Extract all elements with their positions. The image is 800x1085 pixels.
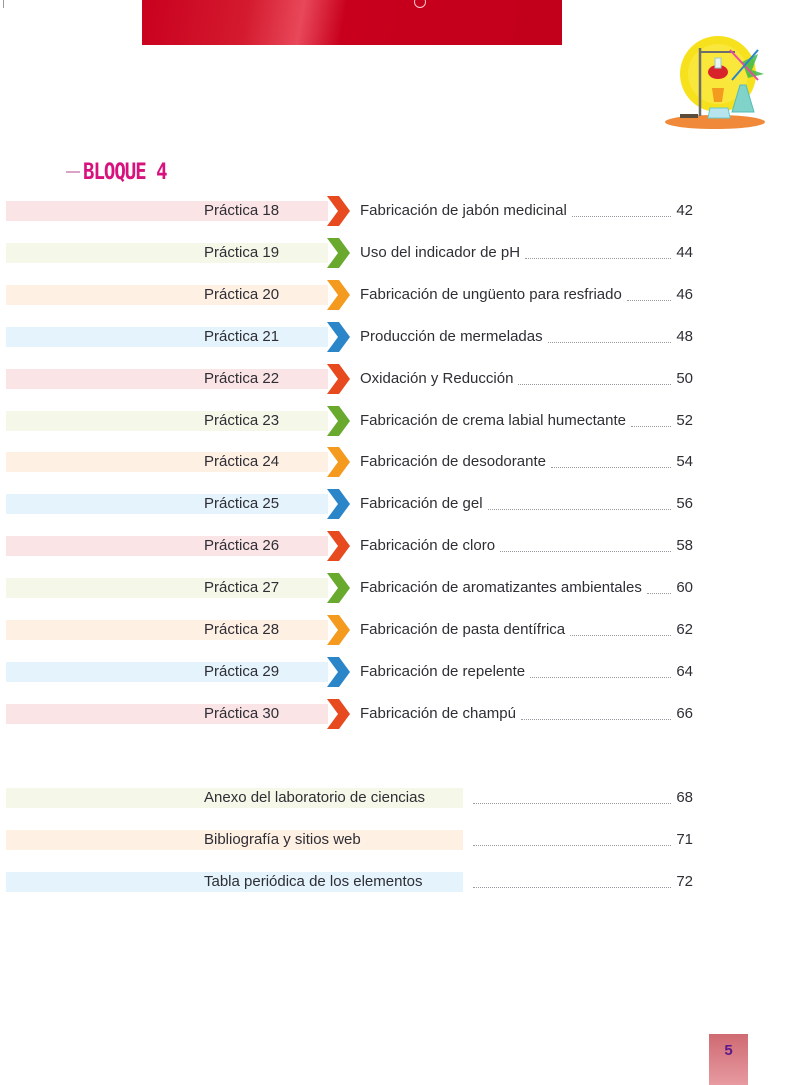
dot-leader (500, 540, 671, 552)
toc-annex-row (0, 872, 700, 914)
toc-row-band (6, 494, 328, 514)
annex-title[interactable]: Anexo del laboratorio de ciencias (204, 789, 425, 806)
toc-entry[interactable] (360, 662, 693, 682)
practice-title: Fabricación de gel (360, 495, 483, 513)
toc-annex-row (0, 788, 700, 830)
toc-row (0, 662, 700, 704)
dot-leader (631, 415, 671, 427)
toc-row-band (6, 704, 328, 724)
practice-title: Fabricación de cloro (360, 537, 496, 555)
toc-entry[interactable] (360, 620, 693, 640)
practice-label: Práctica 30 (204, 704, 280, 722)
toc-entry[interactable] (360, 243, 693, 263)
practice-page: 50 (676, 369, 693, 387)
toc-row-band (6, 327, 328, 347)
toc-row-band (6, 201, 328, 221)
chevron-right-icon (326, 615, 350, 645)
annex-title[interactable]: Bibliografía y sitios web (204, 830, 361, 848)
toc-annex-entry[interactable] (468, 872, 693, 892)
practice-title: Fabricación de pasta dentífrica (360, 621, 566, 638)
practice-page: 58 (676, 537, 693, 555)
heading-dash (66, 171, 80, 173)
practice-title: Fabricación de jabón medicinal (360, 202, 567, 219)
practice-page: 64 (676, 662, 693, 680)
page-number: 5 (724, 1042, 733, 1059)
practice-title: Fabricación de ungüento para resfriado (360, 285, 622, 303)
page-number-badge (709, 1034, 748, 1085)
practice-title: Fabricación de repelente (360, 662, 526, 680)
practice-label: Práctica 20 (204, 285, 280, 303)
practice-label: Práctica 29 (204, 662, 280, 680)
dot-leader (548, 331, 672, 343)
dot-leader (570, 624, 671, 636)
toc-entry[interactable] (360, 285, 693, 305)
practice-title: Producción de mermeladas (360, 327, 543, 345)
toc-row (0, 411, 700, 453)
chevron-right-icon (326, 447, 350, 477)
dot-leader (488, 498, 672, 510)
practice-page: 46 (676, 285, 693, 303)
practice-page: 66 (676, 704, 693, 722)
toc-row (0, 620, 700, 662)
toc-row (0, 452, 700, 494)
chemistry-lab-icon (660, 30, 775, 135)
dot-leader (521, 708, 671, 720)
practice-label: Práctica 18 (204, 202, 280, 219)
toc-row (0, 369, 700, 411)
toc-entry[interactable] (360, 452, 693, 472)
toc-row (0, 578, 700, 620)
dot-leader (473, 876, 671, 888)
practice-page: 52 (676, 411, 693, 429)
annex-page: 71 (676, 830, 693, 848)
chevron-right-icon (326, 280, 350, 310)
dot-leader (525, 247, 671, 259)
toc-annex-row (0, 830, 700, 872)
chevron-right-icon (326, 364, 350, 394)
practice-label: Práctica 24 (204, 453, 280, 471)
practice-page: 54 (676, 453, 693, 471)
practice-title: Oxidación y Reducción (360, 369, 514, 387)
practice-label: Práctica 21 (204, 327, 280, 345)
practice-title: Fabricación de crema labial humectante (360, 411, 626, 429)
toc-row-band (6, 285, 328, 305)
toc-annex-entry[interactable] (468, 830, 693, 850)
toc-row (0, 327, 700, 369)
chevron-right-icon (326, 489, 350, 519)
chevron-right-icon (326, 196, 350, 226)
chevron-right-icon (326, 657, 350, 687)
toc-row (0, 494, 700, 536)
practice-page: 42 (676, 202, 693, 219)
toc-row-band (6, 243, 328, 263)
toc-row-band (6, 662, 328, 682)
toc-entry[interactable] (360, 536, 693, 556)
chevron-right-icon (326, 406, 350, 436)
toc-row-band (6, 452, 328, 472)
toc-annex-entry[interactable] (468, 788, 693, 808)
toc-entry[interactable] (360, 578, 693, 598)
toc-row-band (6, 620, 328, 640)
practice-title: Fabricación de desodorante (360, 453, 546, 471)
toc-entry[interactable] (360, 494, 693, 514)
dot-leader (518, 373, 671, 385)
toc-entry[interactable] (360, 704, 693, 724)
practice-title: Fabricación de aromatizantes ambientales (360, 579, 642, 597)
chevron-right-icon (326, 322, 350, 352)
toc-row (0, 201, 700, 243)
annex-title[interactable]: Tabla periódica de los elementos (204, 872, 423, 890)
annex-page: 68 (676, 789, 693, 806)
practice-label: Práctica 27 (204, 579, 280, 597)
toc-entry[interactable] (360, 201, 693, 221)
practice-page: 56 (676, 495, 693, 513)
dot-leader (551, 456, 671, 468)
chevron-right-icon (326, 573, 350, 603)
block-heading (66, 161, 167, 183)
toc-row-band (6, 536, 328, 556)
dot-leader (473, 834, 671, 846)
block-title: BLOQUE 4 (83, 159, 167, 185)
practice-title: Fabricación de champú (360, 704, 516, 722)
dot-leader (473, 792, 671, 804)
practice-label: Práctica 25 (204, 495, 280, 513)
toc-row-band (6, 411, 328, 431)
toc-row (0, 243, 700, 285)
practice-label: Práctica 28 (204, 621, 280, 638)
chevron-right-icon (326, 531, 350, 561)
dot-leader (530, 666, 671, 678)
toc-row-band (6, 369, 328, 389)
practice-label: Práctica 22 (204, 369, 280, 387)
practice-page: 48 (676, 327, 693, 345)
chevron-right-icon (326, 699, 350, 729)
toc-entry[interactable] (360, 327, 693, 347)
practice-label: Práctica 26 (204, 537, 280, 555)
toc-row (0, 536, 700, 578)
annex-page: 72 (676, 872, 693, 890)
toc-entry[interactable] (360, 369, 693, 389)
page-edge-mark (3, 0, 4, 8)
top-banner (142, 0, 562, 45)
dot-leader (627, 289, 671, 301)
practice-page: 44 (676, 243, 693, 261)
practice-title: Uso del indicador de pH (360, 243, 521, 261)
chevron-right-icon (326, 238, 350, 268)
toc-row (0, 704, 700, 746)
dot-leader (572, 205, 672, 217)
practice-label: Práctica 23 (204, 411, 280, 429)
toc-row-band (6, 578, 328, 598)
toc-row (0, 285, 700, 327)
banner-emblem-icon (414, 0, 426, 8)
toc-entry[interactable] (360, 411, 693, 431)
dot-leader (647, 582, 671, 594)
practice-label: Práctica 19 (204, 243, 280, 261)
practice-page: 60 (676, 579, 693, 597)
practice-page: 62 (676, 621, 693, 638)
